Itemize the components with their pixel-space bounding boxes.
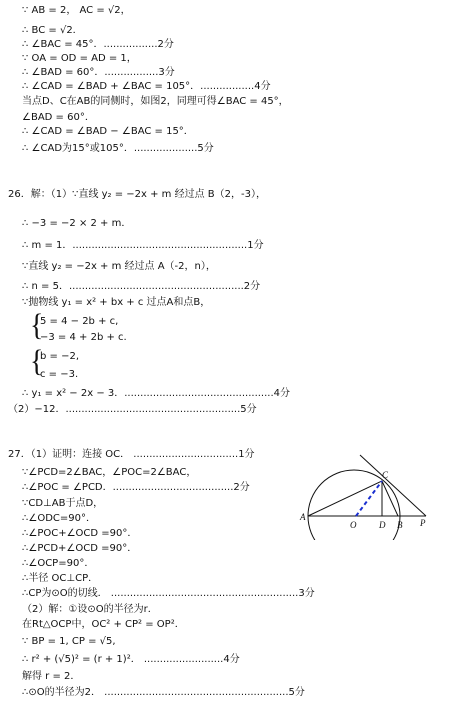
q27-line-0: 27．（1）证明：连接 OC． .................................1分 xyxy=(8,449,255,460)
q27-line-3: ∵CD⊥AB于点D， xyxy=(22,498,104,509)
q26-line-9: c = −3. xyxy=(40,369,79,380)
q27-line-9: ∴CP为⊙O的切线． ...........................................................3分 xyxy=(22,588,315,599)
q26-line-3: ∵直线 y₂ = −2x + m 经过点 A（-2，n）， xyxy=(22,261,216,272)
q27-line-1: ∵∠PCD=2∠BAC，∠POC=2∠BAC， xyxy=(22,467,197,478)
label-a: A xyxy=(300,512,306,522)
lines_top-line-9: ∴ ∠CAD为15°或105°．....................5分 xyxy=(22,143,214,154)
lines_top-line-2: ∴ ∠BAC = 45°．.................2分 xyxy=(22,39,174,50)
lines_top-line-3: ∵ OA = OD = AD = 1， xyxy=(22,53,137,64)
q27-line-5: ∴∠POC+∠OCD =90°． xyxy=(22,528,138,539)
tangent-cp xyxy=(360,455,426,516)
lines_top-line-1: ∴ BC = √2． xyxy=(22,25,83,36)
lines_top-line-7: ∠BAD = 60°． xyxy=(22,112,95,123)
label-p: P xyxy=(420,518,426,528)
q27-line-15: ∴⊙O的半径为2． ..........................................................5分 xyxy=(22,687,305,698)
q26-line-0: 26．解：（1）∵直线 y₂ = −2x + m 经过点 B（2，-3）， xyxy=(8,189,266,200)
q27-line-4: ∴∠ODC=90°． xyxy=(22,513,96,524)
label-o: O xyxy=(350,520,357,530)
q27-line-10: （2）解：①设⊙O的半径为r． xyxy=(22,604,158,615)
radius-oc xyxy=(356,481,382,516)
q27-line-7: ∴∠OCP=90°． xyxy=(22,558,95,569)
label-d: D xyxy=(379,520,386,530)
q26-line-6: 5 = 4 − 2b + c, xyxy=(40,316,119,327)
q27-line-13: ∴ r² + (√5)² = (r + 1)²． .........................4分 xyxy=(22,654,240,665)
lines_top-line-4: ∴ ∠BAD = 60°．.................3分 xyxy=(22,67,175,78)
q26-line-10: ∴ y₁ = x² − 2x − 3．...............................................4分 xyxy=(22,388,291,399)
lines_top-line-8: ∴ ∠CAD = ∠BAD − ∠BAC = 15°． xyxy=(22,126,194,137)
lines_top-line-0: ∵ AB = 2， AC = √2， xyxy=(22,5,131,16)
line-cb xyxy=(382,481,398,516)
q27-line-14: 解得 r = 2． xyxy=(22,671,81,682)
q26-line-11: （2）−12．.......................................................5分 xyxy=(8,404,257,415)
lines_top-line-5: ∴ ∠CAD = ∠BAD + ∠BAC = 105°．.................4分 xyxy=(22,81,271,92)
q26-line-2: ∴ m = 1．.......................................................1分 xyxy=(22,240,264,251)
label-b: B xyxy=(397,520,403,530)
q26-line-7: −3 = 4 + 2b + c. xyxy=(40,332,127,343)
q26-line-5: ∵抛物线 y₁ = x² + bx + c 过点A和点B， xyxy=(22,297,211,308)
geometry-figure xyxy=(298,450,448,540)
q26-line-4: ∴ n = 5．.......................................................2分 xyxy=(22,281,261,292)
q27-line-6: ∴∠PCD+∠OCD =90°． xyxy=(22,543,138,554)
lines_top-line-6: 当点D、C在AB的同侧时，如图2，同理可得∠BAC = 45°， xyxy=(22,96,289,107)
q27-line-12: ∵ BP = 1, CP = √5, xyxy=(22,636,116,647)
q26-line-8: b = −2, xyxy=(40,351,80,362)
q27-line-8: ∴半径 OC⊥CP． xyxy=(22,573,99,584)
label-c: C xyxy=(382,470,389,480)
q27-line-11: 在Rt△OCP中，OC² + CP² = OP²． xyxy=(22,619,185,630)
q26-line-1: ∴ −3 = −2 × 2 + m． xyxy=(22,218,132,229)
q27-line-2: ∴∠POC = ∠PCD．......................................2分 xyxy=(22,482,250,493)
